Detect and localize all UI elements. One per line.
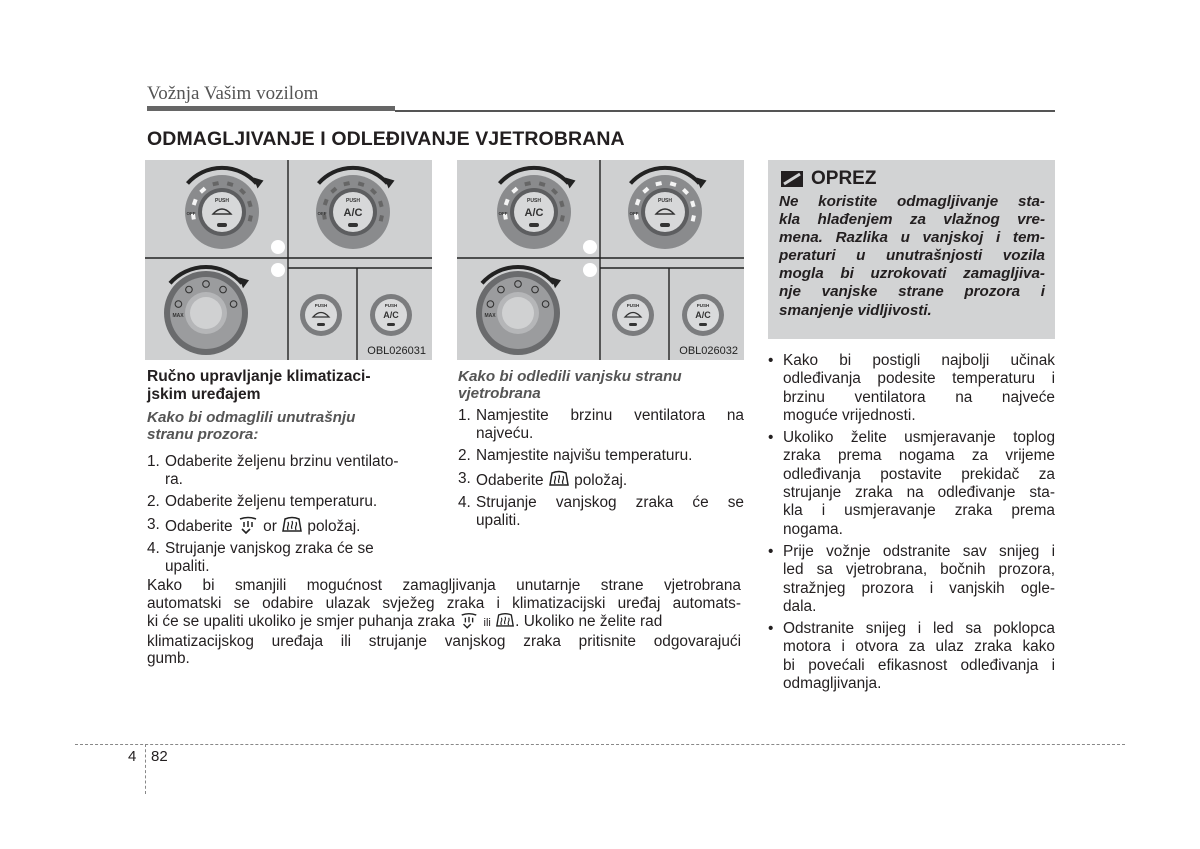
indicator-light: [660, 223, 670, 227]
push-label: PUSH: [696, 303, 710, 308]
figure-exterior-defrost: [457, 160, 744, 360]
step-number: 3.: [458, 469, 471, 487]
bullet-line: motora i otvora za ulaz zraka kako: [783, 638, 1055, 656]
caution-line: peraturi u unutrašnjosti vozila: [779, 247, 1045, 265]
step-text: ra.: [165, 470, 183, 488]
mode-knob-cap: [502, 297, 534, 329]
step-number: 1.: [458, 407, 471, 424]
callout-dot: [583, 263, 597, 277]
windshield-defrost-icon: [495, 612, 515, 629]
paragraph-line: klimatizacijskog uređaja ili strujanje vanjskog zraka pritisnite odgovarajući: [147, 632, 741, 650]
step-number: 2.: [458, 447, 471, 464]
figure-panel: [457, 160, 744, 360]
max-label: MAX: [484, 313, 496, 319]
bullet-line: moguće vrijednosti.: [783, 406, 916, 424]
subheading-manual: [147, 368, 434, 404]
caution-line: kla hlađenjem za vlažnog vre-: [779, 211, 1045, 229]
bullet: •: [768, 352, 774, 369]
push-label: PUSH: [314, 303, 328, 308]
list-item: [768, 352, 1055, 425]
tips-list: [768, 352, 1055, 697]
middle-column: [458, 368, 744, 529]
indicator-light: [529, 223, 539, 227]
defrost-floor-mode-icon: [459, 612, 479, 629]
step-text: Odaberite željenu brzinu ventilato-: [165, 453, 399, 470]
bullet-line: Ukoliko želite usmjeravanje toplog: [783, 429, 1055, 447]
bullet-line: led sa vjetrobrana, bočnih prozora,: [783, 561, 1055, 579]
ac-label: A/C: [524, 207, 544, 219]
interior-title-line: Kako bi odmaglili unutrašnju: [147, 409, 356, 426]
figure-interior-defog: [145, 160, 432, 360]
push-label: PUSH: [626, 303, 640, 308]
indicator-light: [629, 323, 637, 326]
step-text: položaj.: [307, 517, 361, 535]
step-number: 1.: [147, 453, 160, 470]
off-label: OFF: [317, 211, 327, 216]
list-item: [458, 407, 744, 442]
step-text: Odaberite: [476, 471, 544, 489]
header-rule-thin: [395, 110, 1055, 112]
indicator-light: [217, 223, 227, 227]
bullet-line: Odstranite snijeg i led sa poklopca: [783, 620, 1055, 638]
list-item: [147, 516, 434, 536]
list-item: [458, 447, 744, 465]
indicator-light: [317, 323, 325, 326]
ac-label: A/C: [383, 310, 399, 320]
step-text: Namjestite najvišu temperaturu.: [476, 447, 693, 464]
page-number: 82: [151, 748, 168, 765]
caution-icon: [780, 170, 804, 188]
indicator-light: [699, 323, 707, 326]
caution-line: mena. Razlika u vanjskoj i tem-: [779, 229, 1045, 247]
subheading-line: Ručno upravljanje klimatizaci-: [147, 368, 371, 385]
footer-divider: [145, 744, 146, 794]
caution-line: smanjenje vidljivosti.: [779, 301, 932, 319]
list-item: [768, 429, 1055, 539]
paragraph-text: ki će se upaliti ukoliko je smjer puhanja zraka: [147, 613, 455, 630]
paragraph-line: automatski se odabire ulazak svježeg zraka i klimatizacijski uređaj automats-: [147, 594, 741, 612]
list-item: [458, 494, 744, 529]
subheading-line: jskim uređajem: [147, 386, 261, 403]
step-text: or: [263, 517, 277, 535]
caution-line: nje vanjske strane prozora i: [779, 283, 1045, 301]
exterior-title-line: vjetrobrana: [458, 385, 541, 402]
list-item: [768, 620, 1055, 693]
step-text: upaliti.: [476, 511, 521, 529]
interior-steps: [147, 453, 434, 575]
section-title: Vožnja Vašim vozilom: [147, 83, 319, 104]
step-text: Strujanje vanjskog zraka će se: [165, 540, 374, 557]
exterior-steps: [458, 407, 744, 529]
bullet-line: Kako bi postigli najbolji učinak: [783, 352, 1055, 369]
footer-rule: [75, 744, 1125, 745]
push-label: PUSH: [384, 303, 398, 308]
step-number: 3.: [147, 515, 160, 533]
step-text: Strujanje vanjskog zraka će se: [476, 494, 744, 511]
push-label: PUSH: [215, 198, 229, 204]
callout-dot: [583, 240, 597, 254]
step-text: Namjestite brzinu ventilatora na: [476, 407, 744, 424]
indicator-light: [348, 223, 358, 227]
bullet-line: kla i usmjeravanje zraka prema: [783, 502, 1055, 520]
windshield-defrost-icon: [281, 516, 303, 534]
caution-box: [768, 160, 1055, 339]
off-label: OFF: [498, 211, 508, 216]
defrost-floor-mode-icon: [237, 516, 259, 534]
push-label: PUSH: [346, 198, 360, 204]
list-item: [458, 470, 744, 490]
list-item: [147, 540, 434, 575]
bullet-line: brzinu ventilatora na najveće: [783, 388, 1055, 406]
mode-knob-cap: [190, 297, 222, 329]
caution-text: [779, 193, 1045, 320]
bullet-line: strujanje zraka na odleđivanje sta-: [783, 484, 1055, 502]
callout-dot: [271, 240, 285, 254]
interior-title-line: stranu prozora:: [147, 426, 259, 443]
bullet-line: nogama.: [783, 520, 843, 538]
caution-line: mogla bi uzrokovati zamagljiva-: [779, 265, 1045, 283]
step-number: 4.: [147, 540, 160, 557]
bullet: •: [768, 429, 774, 447]
push-label: PUSH: [527, 198, 541, 204]
step-text: Odaberite: [165, 517, 233, 535]
ac-label: A/C: [695, 310, 711, 320]
step-text: najveću.: [476, 424, 534, 442]
exterior-title-line: Kako bi odledili vanjsku stranu: [458, 368, 682, 385]
step-text: položaj.: [574, 471, 628, 489]
list-item: [147, 493, 434, 511]
bullet-line: bi povećali efikasnost odleđivanja i: [783, 656, 1055, 674]
off-label: OFF: [186, 211, 196, 216]
bullet: •: [768, 620, 774, 638]
step-number: 4.: [458, 494, 471, 511]
interior-title: [147, 409, 434, 443]
left-column: [147, 368, 434, 575]
paragraph-line: Kako bi smanjili mogućnost zamagljivanja unutarnje strane vjetrobrana: [147, 577, 741, 594]
paragraph-line: [147, 612, 741, 633]
bullet-line: zraka prema nogama za vrijeme: [783, 447, 1055, 465]
windshield-defrost-icon: [548, 470, 570, 488]
caution-line: Ne koristite odmagljivanje sta-: [779, 193, 1045, 210]
bullet: •: [768, 542, 774, 560]
callout-dot: [271, 263, 285, 277]
indicator-light: [387, 323, 395, 326]
exterior-title: [458, 368, 744, 402]
paragraph-text: ili: [483, 617, 491, 629]
figure-code: OBL026031: [367, 345, 426, 357]
caution-title-text: OPREZ: [811, 168, 877, 189]
step-text: Odaberite željenu temperaturu.: [165, 493, 378, 510]
bullet-line: odleđivanja postavite prekidač za: [783, 465, 1055, 483]
auto-defog-paragraph: [147, 577, 741, 668]
paragraph-text: . Ukoliko ne želite rad: [515, 613, 663, 630]
paragraph-line: gumb.: [147, 650, 190, 667]
bullet-line: Prije vožnje odstranite sav snijeg i: [783, 542, 1055, 560]
push-label: PUSH: [658, 198, 672, 204]
chapter-number: 4: [128, 748, 137, 765]
max-label: MAX: [172, 313, 184, 319]
bullet-line: odleđivanja podesite temperaturu i: [783, 370, 1055, 388]
list-item: [147, 453, 434, 488]
bullet-line: stražnjeg prozora i vanjskih ogle-: [783, 579, 1055, 597]
off-label: OFF: [629, 211, 639, 216]
step-number: 2.: [147, 493, 160, 510]
ac-label: A/C: [343, 207, 363, 219]
step-text: upaliti.: [165, 557, 210, 575]
caution-title: [780, 168, 876, 190]
bullet-line: odmagljivanja.: [783, 675, 882, 693]
header-rule-thick: [147, 106, 395, 111]
list-item: [768, 543, 1055, 616]
page-heading: ODMAGLJIVANJE I ODLEĐIVANJE VJETROBRANA: [147, 128, 625, 150]
figure-code: OBL026032: [679, 345, 738, 357]
bullet-line: dala.: [783, 597, 817, 615]
figure-panel: [145, 160, 432, 360]
